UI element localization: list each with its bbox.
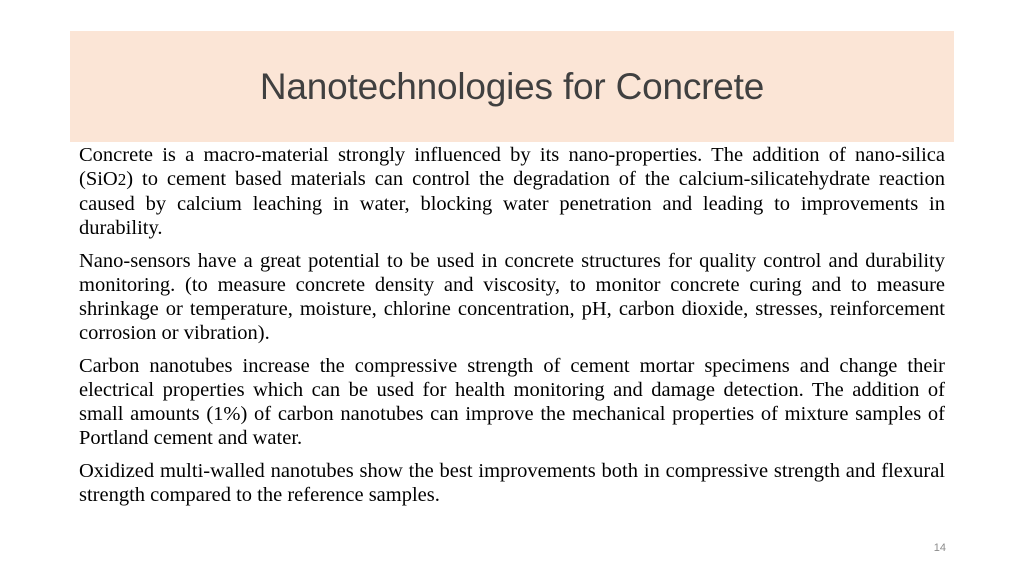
slide-title: Nanotechnologies for Concrete	[259, 65, 765, 107]
paragraph-nano-silica	[79, 143, 945, 240]
page-number: 14	[933, 542, 946, 554]
paragraph-nano-silica-end: ) to cement based materials can control the degradation of the calcium-silicatehydrate reaction caused by calcium leaching in water, blocking water penetration and leading to improvements in durability.	[79, 168, 945, 239]
slide-body	[79, 143, 945, 516]
paragraph-oxidized-nanotubes: Oxidized multi-walled nanotubes show the best improvements both in compressive strength and flexural strength compared to the reference samples.	[79, 460, 945, 506]
paragraph-nano-silica-start: Concrete is a macro-material strongly influenced by its nano-properties. The addition of nano-silica (SiO	[79, 144, 945, 190]
title-band	[70, 31, 954, 142]
subscript-two: 2	[117, 170, 127, 189]
paragraph-carbon-nanotubes: Carbon nanotubes increase the compressive strength of cement mortar specimens and change their electrical properties which can be used for health monitoring and damage detection. The addition of small amounts (1%) of carbon nanotubes can improve the mechanical properties of mixture samples of Portland cement and water.	[79, 355, 945, 449]
paragraph-nano-sensors: Nano-sensors have a great potential to be used in concrete structures for quality control and durability monitoring. (to measure concrete density and viscosity, to monitor concrete curing and to measure shrinkage or temperature, moisture, chlorine concentration, pH, carbon dioxide, stresses, reinforcement corrosion or vibration).	[79, 250, 945, 344]
